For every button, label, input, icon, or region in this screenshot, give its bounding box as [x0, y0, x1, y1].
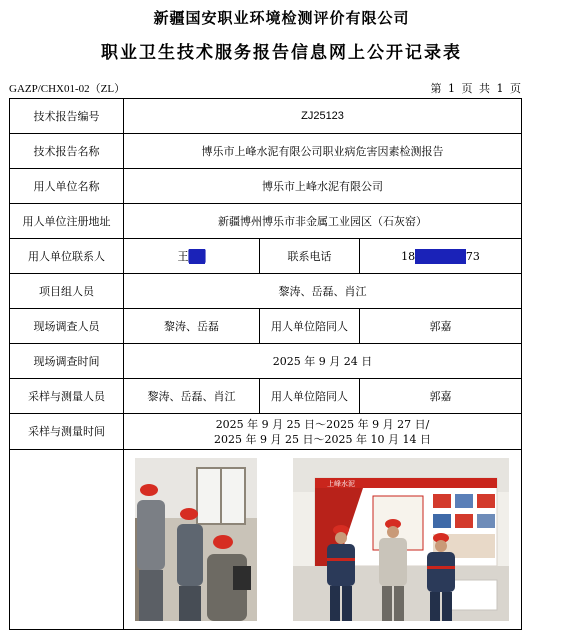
- photo-label-cell: [10, 450, 124, 630]
- phone-prefix: 18: [401, 249, 416, 263]
- sampling-time-line: 2025 年 9 月 25 日～2025 年 10 月 14 日: [214, 432, 431, 446]
- contact-label: 用人单位联系人: [10, 239, 124, 274]
- team-label: 项目组人员: [10, 274, 124, 309]
- sampling-time-label: 采样与测量时间: [10, 414, 124, 450]
- company-name: 新疆国安职业环境检测评价有限公司: [153, 9, 410, 27]
- accompany-value: 郭嘉: [360, 309, 522, 344]
- table-row: [10, 99, 522, 134]
- survey-photo: [135, 458, 257, 621]
- survey-staff-label: 现场调查人员: [10, 309, 124, 344]
- record-table: [9, 98, 522, 630]
- employer-value: 博乐市上峰水泥有限公司: [124, 169, 522, 204]
- form-title: 职业卫生技术服务报告信息网上公开记录表: [101, 43, 462, 63]
- group-photo: [293, 458, 509, 621]
- report-name-value: 博乐市上峰水泥有限公司职业病危害因素检测报告: [124, 134, 522, 169]
- survey-time-value: 2025 年 9 月 24 日: [124, 344, 522, 379]
- table-row: [10, 344, 522, 379]
- table-row: [10, 450, 522, 630]
- accompany-value: 郭嘉: [360, 379, 522, 414]
- sampling-staff-value: 黎涛、岳磊、肖江: [124, 379, 260, 414]
- table-row: [10, 239, 522, 274]
- team-value: 黎涛、岳磊、肖江: [124, 274, 522, 309]
- employer-label: 用人单位名称: [10, 169, 124, 204]
- page-indicator: 第 1 页 共 1 页: [430, 82, 521, 95]
- table-row: [10, 274, 522, 309]
- document-code: GAZP/CHX01-02（ZL）: [9, 83, 126, 95]
- survey-staff-value: 黎涛、岳磊: [124, 309, 260, 344]
- report-no-value: ZJ25123: [124, 99, 522, 134]
- sampling-time-value: [124, 414, 522, 450]
- address-label: 用人单位注册地址: [10, 204, 124, 239]
- sampling-staff-label: 采样与测量人员: [10, 379, 124, 414]
- table-row: [10, 169, 522, 204]
- report-no-label: 技术报告编号: [10, 99, 124, 134]
- address-value: 新疆博州博乐市非金属工业园区（石灰窑）: [124, 204, 522, 239]
- contact-value: [124, 239, 260, 274]
- table-row: [10, 204, 522, 239]
- contact-name-prefix: 王: [177, 249, 189, 263]
- banner-text: 上峰水泥: [327, 479, 355, 488]
- report-name-label: 技术报告名称: [10, 134, 124, 169]
- phone-value: [360, 239, 522, 274]
- photo-cell: [124, 450, 522, 630]
- table-row: [10, 379, 522, 414]
- phone-suffix: 73: [465, 249, 480, 263]
- redaction-mark: ██████: [415, 249, 466, 263]
- phone-label: 联系电话: [260, 239, 360, 274]
- table-row: [10, 309, 522, 344]
- accompany-label: 用人单位陪同人: [260, 309, 360, 344]
- redaction-mark: ██: [188, 249, 206, 263]
- table-row: [10, 134, 522, 169]
- sampling-time-line: 2025 年 9 月 25 日～2025 年 9 月 27 日/: [215, 417, 430, 431]
- table-row: [10, 414, 522, 450]
- accompany-label: 用人单位陪同人: [260, 379, 360, 414]
- survey-time-label: 现场调查时间: [10, 344, 124, 379]
